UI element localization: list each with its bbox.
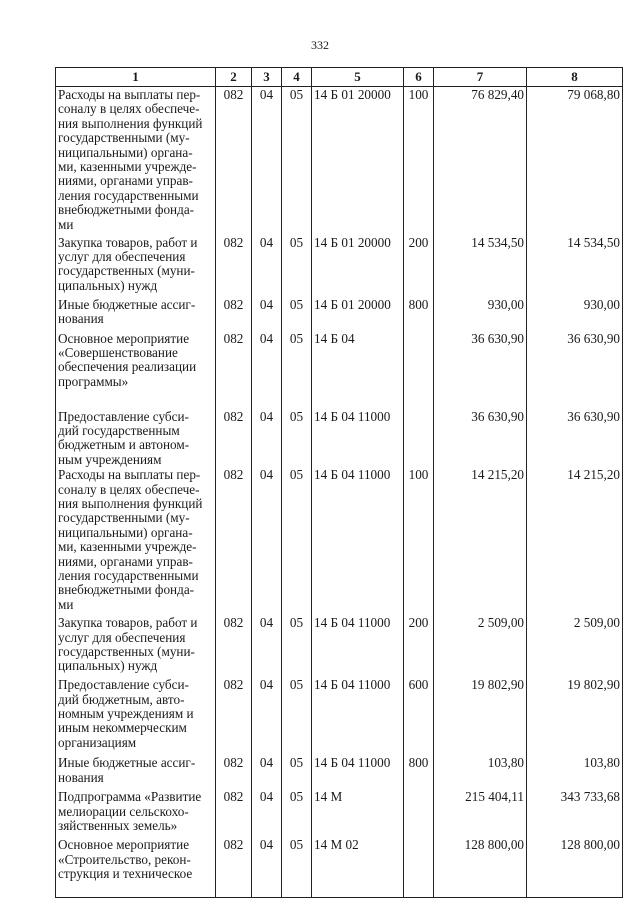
section-code-cell: 04 <box>252 615 282 677</box>
row-name-cell: Иные бюджетные ассиг- нования <box>56 297 216 331</box>
amount-year-2-cell: 2 509,00 <box>527 615 623 677</box>
ministry-code-cell: 082 <box>216 297 252 331</box>
subsection-code-cell: 05 <box>282 677 312 755</box>
target-article-cell: 14 Б 04 11000 <box>312 677 404 755</box>
amount-year-1-cell: 36 630,90 <box>434 409 527 468</box>
subsection-code-cell: 05 <box>282 297 312 331</box>
subsection-code-cell: 05 <box>282 615 312 677</box>
expense-type-cell: 100 <box>404 467 434 615</box>
row-name-cell: Расходы на выплаты пер- соналу в целях обеспече- ния выполнения функций государственными (му- ниципальными) органа- ми, казенными учрежде- ниями, органами управ- ления государственными внебюджетными фонда- ми <box>56 87 216 235</box>
column-header: 4 <box>282 68 312 87</box>
expense-type-cell <box>404 837 434 897</box>
ministry-code-cell: 082 <box>216 789 252 837</box>
table-row <box>56 87 623 235</box>
target-article-cell: 14 М 02 <box>312 837 404 897</box>
row-name-cell: Закупка товаров, работ и услуг для обеспечения государственных (муни- ципальных) нужд <box>56 235 216 297</box>
subsection-code-cell: 05 <box>282 235 312 297</box>
amount-year-1-cell: 19 802,90 <box>434 677 527 755</box>
section-code-cell: 04 <box>252 297 282 331</box>
amount-year-2-cell: 930,00 <box>527 297 623 331</box>
amount-year-2-cell: 36 630,90 <box>527 331 623 409</box>
row-name-cell: Иные бюджетные ассиг- нования <box>56 755 216 789</box>
ministry-code-cell: 082 <box>216 235 252 297</box>
amount-year-2-cell: 343 733,68 <box>527 789 623 837</box>
amount-year-1-cell: 36 630,90 <box>434 331 527 409</box>
budget-table <box>55 67 623 898</box>
expense-type-cell: 800 <box>404 755 434 789</box>
ministry-code-cell: 082 <box>216 87 252 235</box>
amount-year-1-cell: 14 215,20 <box>434 467 527 615</box>
target-article-cell: 14 Б 01 20000 <box>312 87 404 235</box>
amount-year-1-cell: 128 800,00 <box>434 837 527 897</box>
expense-type-cell <box>404 789 434 837</box>
target-article-cell: 14 Б 04 11000 <box>312 409 404 468</box>
amount-year-1-cell: 14 534,50 <box>434 235 527 297</box>
expense-type-cell <box>404 331 434 409</box>
table-row <box>56 789 623 837</box>
table-row <box>56 467 623 615</box>
table-row <box>56 235 623 297</box>
amount-year-2-cell: 103,80 <box>527 755 623 789</box>
page-number: 332 <box>311 38 329 52</box>
column-header: 1 <box>56 68 216 87</box>
amount-year-2-cell: 14 534,50 <box>527 235 623 297</box>
row-name-cell: Предоставление субси- дий государственным бюджетным и автоном- ным учреждениям <box>56 409 216 468</box>
target-article-cell: 14 Б 04 11000 <box>312 467 404 615</box>
section-code-cell: 04 <box>252 331 282 409</box>
amount-year-2-cell: 79 068,80 <box>527 87 623 235</box>
amount-year-1-cell: 103,80 <box>434 755 527 789</box>
row-name-cell: Расходы на выплаты пер- соналу в целях обеспече- ния выполнения функций государственными (му- ниципальными) органа- ми, казенными учрежде- ниями, органами управ- ления государственными внебюджетными фонда- ми <box>56 467 216 615</box>
ministry-code-cell: 082 <box>216 677 252 755</box>
subsection-code-cell: 05 <box>282 467 312 615</box>
amount-year-1-cell: 2 509,00 <box>434 615 527 677</box>
row-name-cell: Подпрограмма «Развитие мелиорации сельскохо- зяйственных земель» <box>56 789 216 837</box>
table-row <box>56 615 623 677</box>
column-header: 8 <box>527 68 623 87</box>
target-article-cell: 14 Б 04 <box>312 331 404 409</box>
expense-type-cell: 200 <box>404 235 434 297</box>
column-header: 2 <box>216 68 252 87</box>
target-article-cell: 14 Б 01 20000 <box>312 235 404 297</box>
column-header: 5 <box>312 68 404 87</box>
expense-type-cell: 100 <box>404 87 434 235</box>
section-code-cell: 04 <box>252 235 282 297</box>
table-body <box>56 87 623 898</box>
column-header: 6 <box>404 68 434 87</box>
amount-year-2-cell: 128 800,00 <box>527 837 623 897</box>
table-row <box>56 331 623 409</box>
subsection-code-cell: 05 <box>282 789 312 837</box>
expense-type-cell: 200 <box>404 615 434 677</box>
subsection-code-cell: 05 <box>282 87 312 235</box>
expense-type-cell: 600 <box>404 677 434 755</box>
subsection-code-cell: 05 <box>282 409 312 468</box>
amount-year-1-cell: 76 829,40 <box>434 87 527 235</box>
amount-year-1-cell: 215 404,11 <box>434 789 527 837</box>
row-name-cell: Предоставление субси- дий бюджетным, авто- номным учреждениям и иным некоммерческим организациям <box>56 677 216 755</box>
row-name-cell: Закупка товаров, работ и услуг для обеспечения государственных (муни- ципальных) нужд <box>56 615 216 677</box>
ministry-code-cell: 082 <box>216 755 252 789</box>
section-code-cell: 04 <box>252 677 282 755</box>
section-code-cell: 04 <box>252 409 282 468</box>
ministry-code-cell: 082 <box>216 615 252 677</box>
row-name-cell: Основное мероприятие «Строительство, рекон- струкция и техническое <box>56 837 216 897</box>
column-header: 3 <box>252 68 282 87</box>
table-row <box>56 677 623 755</box>
amount-year-1-cell: 930,00 <box>434 297 527 331</box>
ministry-code-cell: 082 <box>216 409 252 468</box>
target-article-cell: 14 Б 04 11000 <box>312 615 404 677</box>
subsection-code-cell: 05 <box>282 331 312 409</box>
target-article-cell: 14 Б 01 20000 <box>312 297 404 331</box>
target-article-cell: 14 М <box>312 789 404 837</box>
amount-year-2-cell: 14 215,20 <box>527 467 623 615</box>
subsection-code-cell: 05 <box>282 755 312 789</box>
table-row <box>56 755 623 789</box>
ministry-code-cell: 082 <box>216 331 252 409</box>
section-code-cell: 04 <box>252 87 282 235</box>
amount-year-2-cell: 36 630,90 <box>527 409 623 468</box>
column-header: 7 <box>434 68 527 87</box>
expense-type-cell <box>404 409 434 468</box>
ministry-code-cell: 082 <box>216 837 252 897</box>
section-code-cell: 04 <box>252 755 282 789</box>
section-code-cell: 04 <box>252 837 282 897</box>
amount-year-2-cell: 19 802,90 <box>527 677 623 755</box>
target-article-cell: 14 Б 04 11000 <box>312 755 404 789</box>
section-code-cell: 04 <box>252 467 282 615</box>
row-name-cell: Основное мероприятие «Совершенствование обеспечения реализации программы» <box>56 331 216 409</box>
subsection-code-cell: 05 <box>282 837 312 897</box>
table-row <box>56 409 623 468</box>
section-code-cell: 04 <box>252 789 282 837</box>
expense-type-cell: 800 <box>404 297 434 331</box>
table-row <box>56 837 623 897</box>
table-row <box>56 297 623 331</box>
ministry-code-cell: 082 <box>216 467 252 615</box>
table-header-row <box>56 68 623 87</box>
